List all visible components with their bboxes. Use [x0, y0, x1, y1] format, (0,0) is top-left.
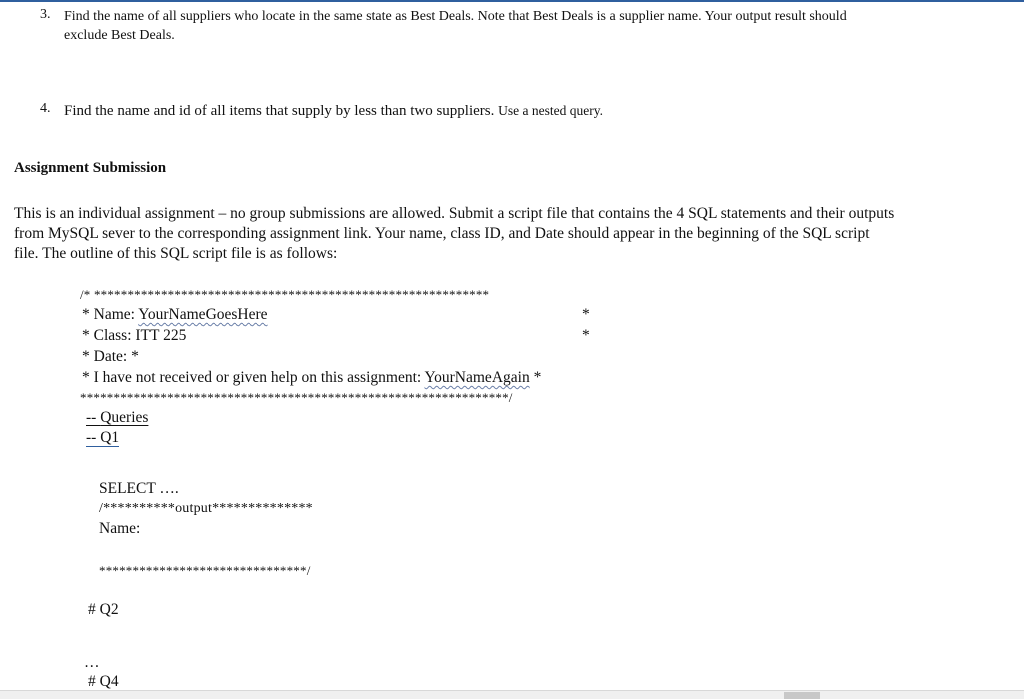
question-4-text-suffix: Use a nested query. [498, 103, 603, 118]
question-3-text-line1: Find the name of all suppliers who locate in the same state as Best Deals. Note that Best Deals is a supplier name. Your output result should [64, 9, 847, 24]
paragraph-line-1: This is an individual assignment – no group submissions are allowed. Submit a script file that contains the 4 SQL statements and their outputs [14, 205, 895, 222]
output-end-line: *******************************/ [99, 563, 311, 578]
question-3-number: 3. [40, 7, 51, 22]
question-4-text-main: Find the name and id of all items that supply by less than two suppliers. [64, 103, 495, 119]
top-border [0, 0, 1024, 2]
script-date-line: * Date: * [82, 348, 139, 365]
script-name-line [82, 305, 268, 324]
script-name-end: * [582, 306, 590, 323]
script-class-line: * Class: ITT 225 [82, 327, 187, 344]
section-heading: Assignment Submission [14, 160, 167, 176]
question-3-text-line2: exclude Best Deals. [64, 28, 175, 43]
ellipsis-line: … [84, 654, 100, 671]
queries-label: Queries [100, 409, 149, 426]
q4-line: # Q4 [88, 673, 119, 690]
q2-line: # Q2 [88, 601, 119, 618]
select-line: SELECT …. [99, 480, 179, 497]
script-pledge-line [82, 368, 541, 387]
script-class-end: * [582, 327, 590, 344]
question-4-number: 4. [40, 101, 51, 116]
q1-label: Q1 [100, 429, 120, 446]
queries-prefix: -- [86, 409, 101, 426]
output-line: /**********output************** [99, 501, 313, 516]
script-name-value: YourNameGoesHere [138, 306, 268, 323]
q1-prefix: -- [86, 429, 101, 446]
paragraph-line-3: file. The outline of this SQL script file is as follows: [14, 245, 338, 262]
paragraph-line-2: from MySQL sever to the corresponding assignment link. Your name, class ID, and Date should appear in the beginning of the SQL script [14, 225, 870, 242]
question-4-text [64, 101, 603, 121]
script-pledge-end: * [529, 369, 542, 386]
script-pledge-name: YourNameAgain [424, 369, 530, 386]
script-name-prefix: * Name: [82, 306, 139, 323]
script-pledge-prefix: * I have not received or given help on this assignment: [82, 369, 425, 386]
output-name-line: Name: [99, 520, 141, 537]
q1-comment [86, 428, 119, 447]
script-header-bottom: ****************************************************************/ [80, 390, 513, 405]
script-header-top: /* *********************************************************** [80, 287, 490, 302]
queries-comment [86, 408, 148, 427]
